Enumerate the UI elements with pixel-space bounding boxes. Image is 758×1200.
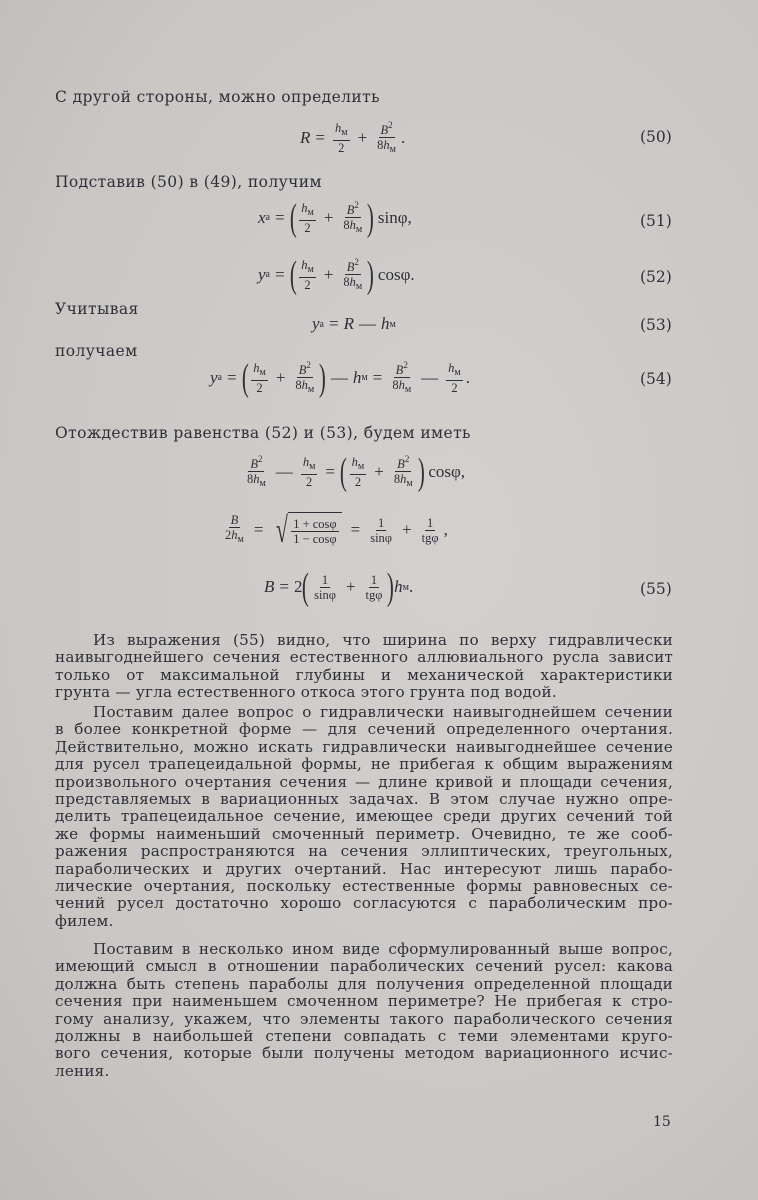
text-substituting: Подставив (50) в (49), получим [55, 173, 322, 191]
equation-number-52: (52) [640, 268, 672, 286]
paragraph-line: Поставим далее вопрос о гидравлически наивыгоднейшем сечении [93, 703, 673, 721]
paragraph-line: должна быть степень параболы для получения определенной площади [55, 974, 673, 993]
equation-50: R = $\frac{h_м}{2}$ + $\frac{B^2}{8h_м}$ . [300, 120, 406, 155]
paragraph-line: представляемых в вариационных задачах. В этом случае нужно опре- [55, 790, 673, 809]
equation-sqrt: $\frac{B}{2h_м}$ = √ $\frac{1 + \cos\varphi}{1 - \cos\varphi}$ = $\frac{1}{\sin\varphi}$ + $\frac{1}{\text{tgφ}}$ , [225, 510, 448, 550]
paragraph-line: сечения при наименьшем смоченном периметре? Не прибегая к стро- [55, 992, 673, 1011]
paragraph-line: имеющий смысл в отношении параболических сечений русел: какова [55, 957, 673, 976]
paragraph-line: лические очертания, поскольку естественные формы равновесных се- [55, 877, 673, 896]
paragraph-line: чений русел достаточно хорошо согласуются с параболическим про- [55, 894, 673, 913]
equation-number-55: (55) [640, 580, 672, 598]
paragraph-line: Поставим в несколько ином виде сформулированный выше вопрос, [93, 940, 673, 958]
equation-52: y a = ( $\frac{h_м}{2}$ + $\frac{B^2}{8h_м}$ ) cosφ. [258, 253, 415, 296]
paragraph-line: Из выражения (55) видно, что ширина по верху гидравлически [93, 631, 673, 649]
equation-51: x a = ( $\frac{h_м}{2}$ + $\frac{B^2}{8h_м}$ ) sinφ, [258, 196, 412, 239]
paragraph-line: параболических и других очертаний. Нас интересуют лишь парабо- [55, 859, 673, 878]
equation-number-53: (53) [640, 316, 672, 334]
equation-number-51: (51) [640, 212, 672, 230]
paragraph-line: же формы наименьший смоченный периметр. Очевидно, те же сооб- [55, 824, 673, 843]
paragraph-line: Действительно, можно искать гидравлически наивыгоднейшее сечение [55, 737, 673, 756]
paragraph-line: произвольного очертания сечения — длине кривой и площади сечения, [55, 772, 673, 791]
paragraph-line: вого сечения, которые были получены методом вариационного исчис- [55, 1044, 673, 1063]
paragraph-line: гому анализу, укажем, что элементы такого параболического сечения [55, 1009, 673, 1028]
paragraph-line: наивыгоднейшего сечения естественного аллювиального русла зависит [55, 648, 673, 667]
paragraph-line: грунта — угла естественного откоса этого грунта под водой. [55, 683, 557, 702]
equation-53: y a = R — h м [312, 314, 396, 333]
paragraph-line: ражения распространяются на сечения эллиптических, треугольных, [55, 842, 673, 861]
paragraph-line: филем. [55, 911, 114, 930]
text-other-side: С другой стороны, можно определить [55, 88, 380, 106]
paragraph-line: для русел трапецеидальной формы, не прибегая к общим выражениям [55, 755, 673, 774]
text-we-get: получаем [55, 342, 138, 360]
equation-55: B = 2 ( $\frac{1}{\sin\varphi}$ + $\frac{1}{\text{tgφ}}$ ) h м . [264, 566, 414, 608]
paragraph-line: в более конкретной форме — для сечений определенного очертания. [55, 720, 673, 739]
paragraph-1 [55, 632, 673, 702]
equation-number-54: (54) [640, 370, 672, 388]
equation-identity: $\frac{B^2}{8h_м}$ — $\frac{h_м}{2}$ = ( $\frac{h_м}{2}$ + $\frac{B^2}{8h_м}$ ) cosφ, [247, 450, 466, 493]
paragraph-line: ления. [55, 1061, 110, 1080]
equation-number-50: (50) [640, 128, 672, 146]
equation-54: y a = ( $\frac{h_м}{2}$ + $\frac{B^2}{8h_м}$ ) — h м = $\frac{B^2}{8h_м}$ — $\frac{h_м}{2}$ . [210, 356, 470, 399]
text-identifying: Отождествив равенства (52) и (53), будем иметь [55, 424, 471, 442]
text-considering: Учитывая [55, 300, 139, 318]
paragraph-line: должны в наибольшей степени совпадать с теми элементами круго- [55, 1027, 673, 1046]
paragraph-line: делить трапецеидальное сечение, имеющее среди других сечений той [55, 807, 673, 826]
paragraph-2 [55, 704, 673, 930]
page-number: 15 [653, 1114, 671, 1130]
paragraph-line: только от максимальной глубины и механической характеристики [55, 665, 673, 684]
paragraph-3 [55, 941, 673, 1080]
